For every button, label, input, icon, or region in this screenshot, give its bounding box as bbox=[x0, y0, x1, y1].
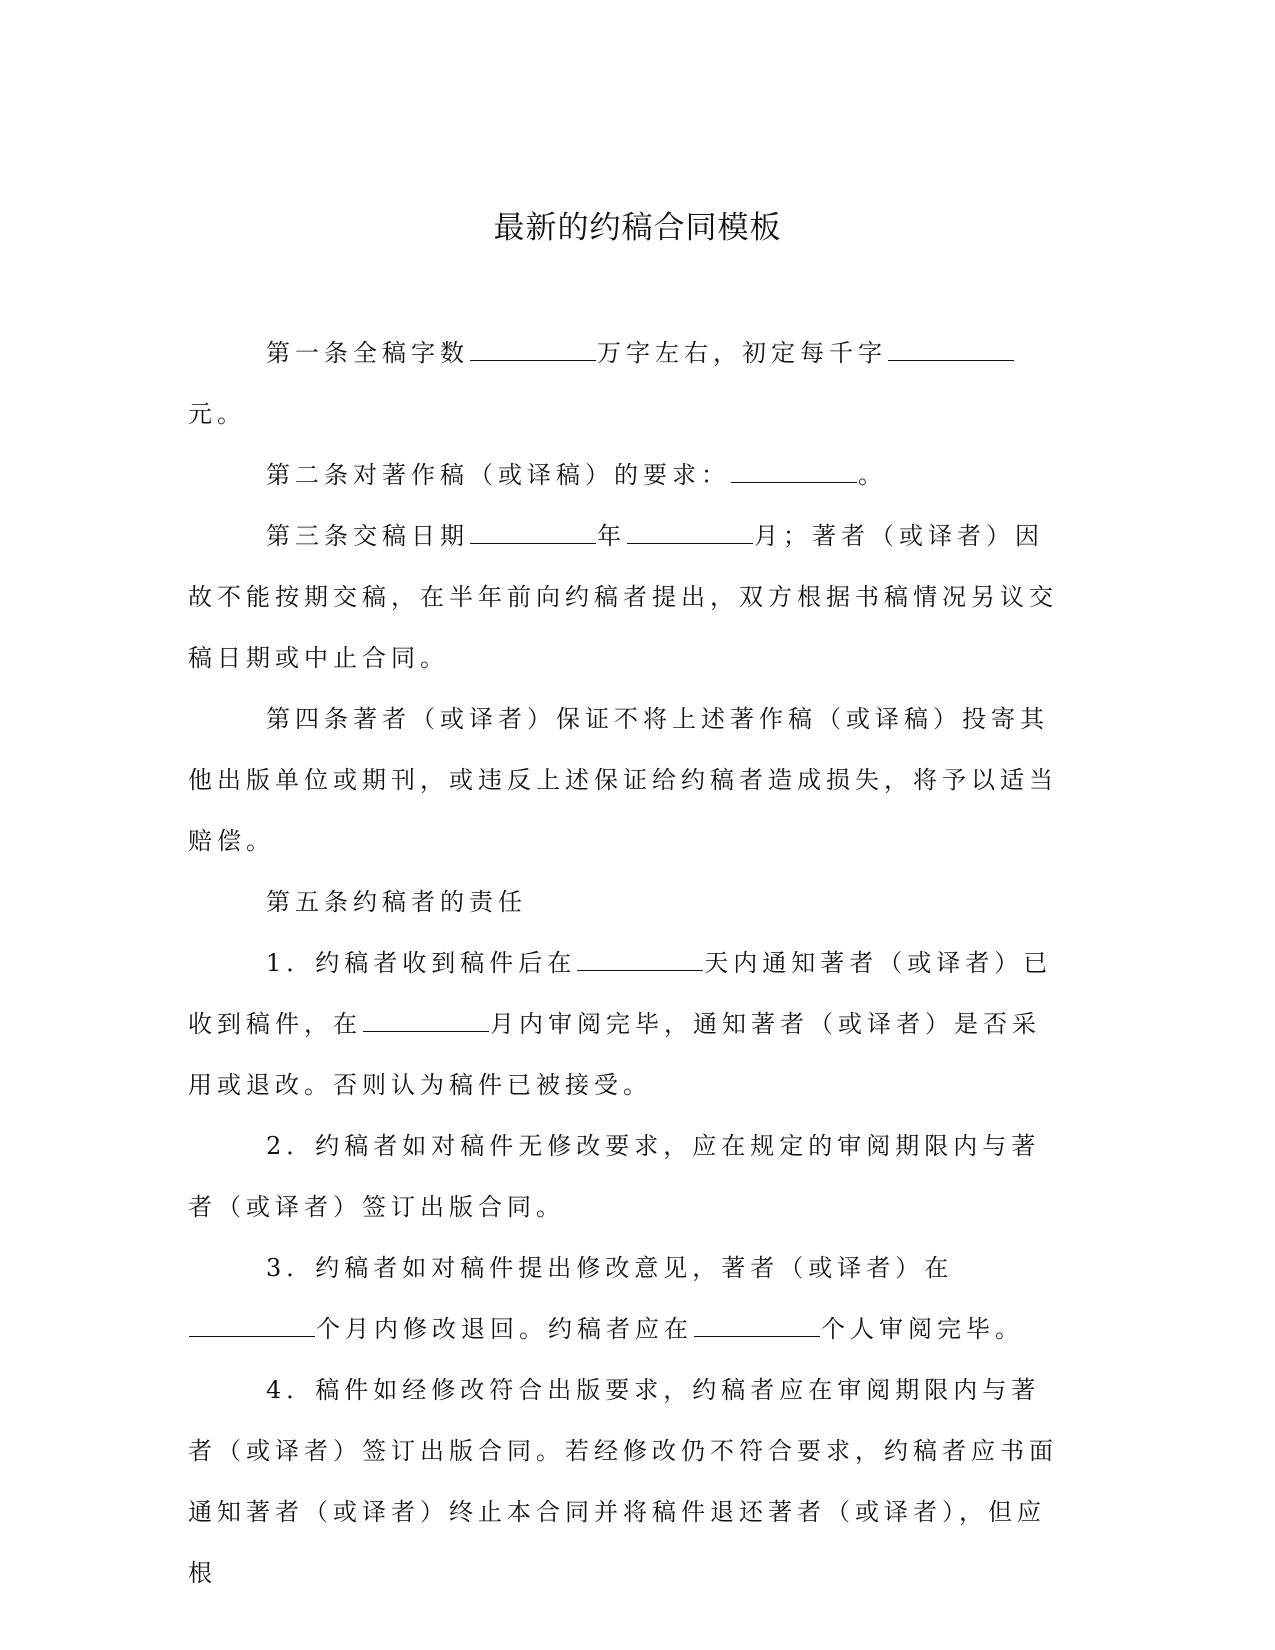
article-3-text: 年 bbox=[597, 522, 626, 550]
document-body bbox=[188, 323, 1068, 1604]
document-title: 最新的约稿合同模板 bbox=[493, 210, 782, 246]
clause-3-text: 个月内修改退回。约稿者应在 bbox=[316, 1315, 693, 1343]
clause-1-paragraph bbox=[188, 933, 1068, 1116]
clause-3-text: 3．约稿者如对稿件提出修改意见，著者（或译者）在 bbox=[266, 1254, 954, 1282]
article-1-text: 万字左右，初定每千字 bbox=[597, 339, 887, 367]
article-1-paragraph bbox=[188, 323, 1068, 445]
clause-1-text: 月内审阅完毕，通知著者（或译者）是否采用或退改。否则认为稿件已被接受。 bbox=[188, 1010, 1041, 1099]
article-3-text: 第三条交稿日期 bbox=[266, 522, 469, 550]
fill-blank-requirements[interactable] bbox=[731, 458, 857, 483]
fill-blank-revision-months[interactable] bbox=[189, 1312, 315, 1337]
clause-4-paragraph: 4．稿件如经修改符合出版要求，约稿者应在审阅期限内与著者（或译者）签订出版合同。若经修改仍不符合要求，约稿者应书面通知著者（或译者）终止本合同并将稿件退还著者（或译者），但应根 bbox=[188, 1376, 1058, 1587]
article-1-text: 元。 bbox=[188, 400, 246, 428]
article-3-text: 月；著者（或译者）因故不能按期交稿，在半年前向约稿者提出，双方根据书稿情况另议交稿日期或中止合同。 bbox=[188, 522, 1058, 672]
fill-blank-review-period[interactable] bbox=[694, 1312, 820, 1337]
fill-blank-review-months[interactable] bbox=[363, 1007, 489, 1032]
clause-3-paragraph bbox=[188, 1238, 1068, 1360]
clause-3-text: 个人审阅完毕。 bbox=[821, 1315, 1024, 1343]
article-2-text: 。 bbox=[858, 461, 887, 489]
fill-blank-word-count[interactable] bbox=[470, 336, 596, 361]
clause-1-text: 天内通知著者（或译者）已收到稿件，在 bbox=[188, 949, 1053, 1038]
clause-2-paragraph: 2．约稿者如对稿件无修改要求，应在规定的审阅期限内与著者（或译者）签订出版合同。 bbox=[188, 1132, 1041, 1221]
fill-blank-year[interactable] bbox=[470, 519, 596, 544]
article-2-paragraph bbox=[188, 445, 1068, 506]
fill-blank-notify-days[interactable] bbox=[577, 946, 703, 971]
article-4-paragraph: 第四条著者（或译者）保证不将上述著作稿（或译稿）投寄其他出版单位或期刊，或违反上述保证给约稿者造成损失，将予以适当赔偿。 bbox=[188, 705, 1058, 855]
fill-blank-month[interactable] bbox=[627, 519, 753, 544]
article-2-text: 第二条对著作稿（或译稿）的要求： bbox=[266, 461, 730, 489]
article-1-text: 第一条全稿字数 bbox=[266, 339, 469, 367]
article-3-paragraph bbox=[188, 506, 1068, 689]
article-5-heading: 第五条约稿者的责任 bbox=[266, 888, 527, 916]
fill-blank-rate[interactable] bbox=[888, 336, 1014, 361]
clause-1-text: 1．约稿者收到稿件后在 bbox=[266, 949, 577, 977]
